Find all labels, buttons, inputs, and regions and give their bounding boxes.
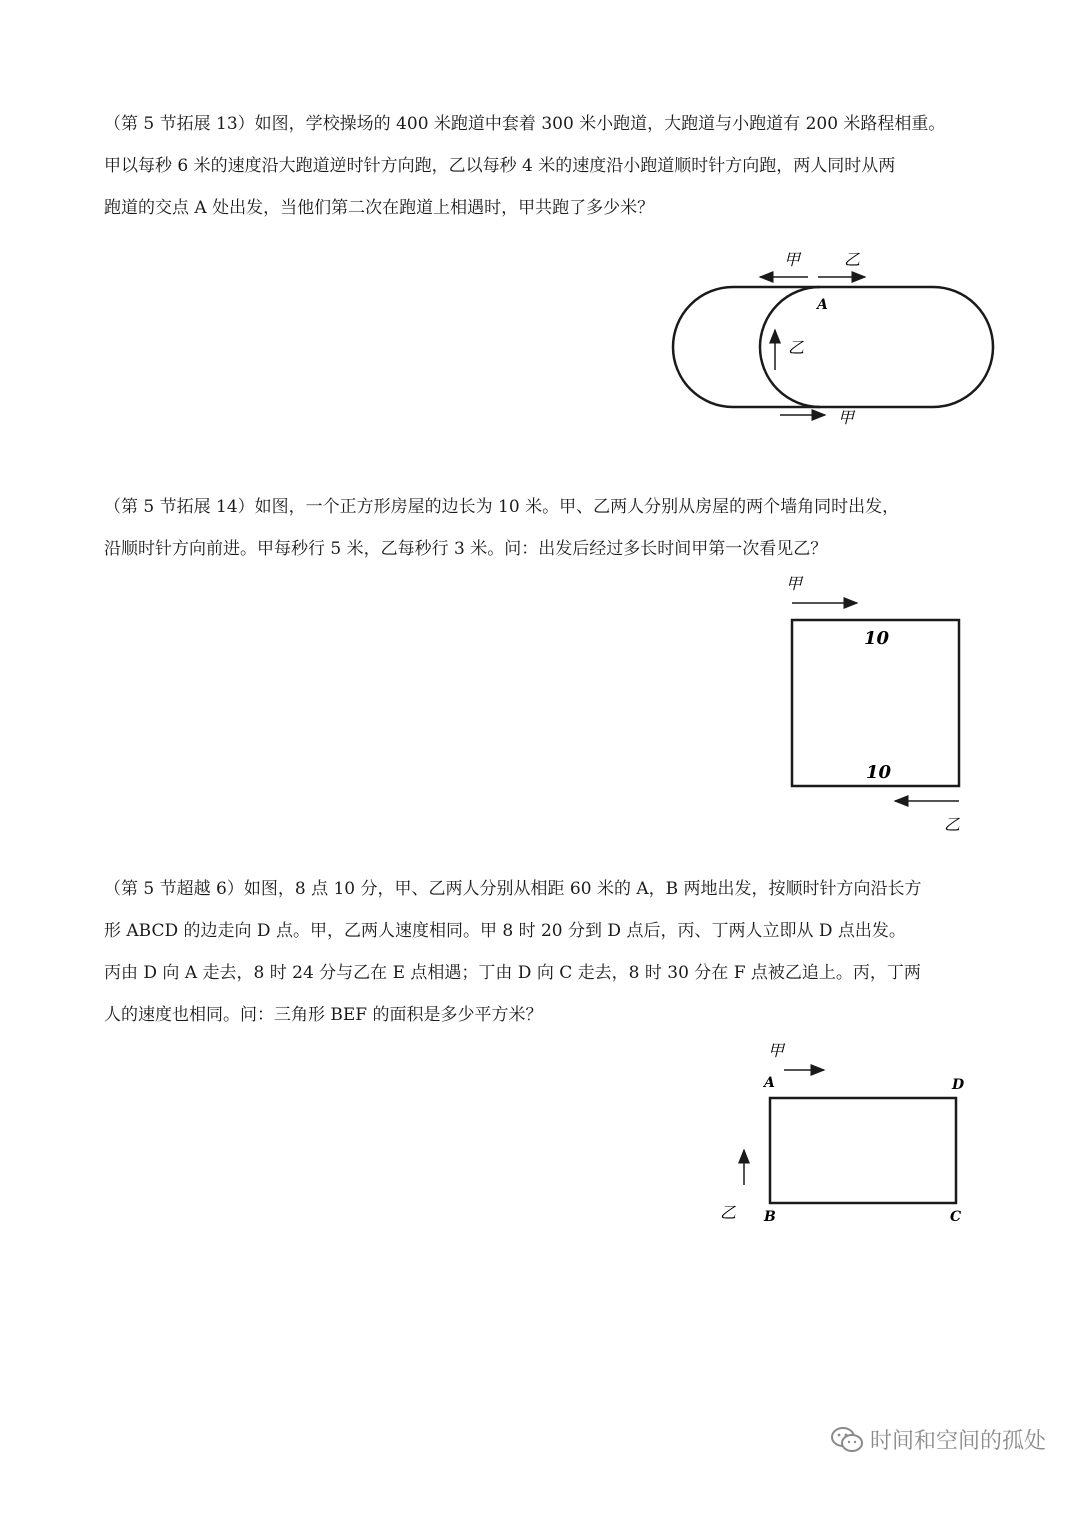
label-yi: 乙 — [720, 1203, 737, 1222]
problem-line: （第 5 节拓展 14）如图，一个正方形房屋的边长为 10 米。甲、乙两人分别从房屋的两个墙角同时出发， — [104, 497, 900, 517]
label-top-side: 10 — [864, 628, 890, 649]
label-A: A — [764, 1075, 775, 1091]
wechat-icon — [830, 1425, 864, 1455]
big-track — [673, 287, 993, 407]
problem-line: 人的速度也相同。问：三角形 BEF 的面积是多少平方米？ — [104, 1005, 543, 1025]
problem-line: 甲以每秒 6 米的速度沿大跑道逆时针方向跑，乙以每秒 4 米的速度沿小跑道顺时针方向跑，两人同时从两 — [104, 156, 896, 176]
label-jia: 甲 — [768, 1041, 785, 1060]
label-bottom-side: 10 — [866, 762, 892, 783]
figure-square-house — [770, 565, 990, 845]
label-jia-bottom: 甲 — [838, 408, 855, 427]
label-D: D — [952, 1077, 965, 1093]
problem-line: 沿顺时针方向前进。甲每秒行 5 米，乙每秒行 3 米。问：出发后经过多长时间甲第一次看见乙？ — [104, 539, 828, 559]
problem-2-text — [104, 486, 984, 570]
label-C: C — [950, 1209, 962, 1225]
label-A: A — [817, 297, 828, 313]
watermark — [830, 1424, 1046, 1455]
problem-3-text — [104, 868, 984, 1036]
problem-line: （第 5 节超越 6）如图，8 点 10 分，甲、乙两人分别从相距 60 米的 A，B 两地出发，按顺时针方向沿长方 — [104, 879, 922, 899]
label-yi: 乙 — [944, 815, 961, 834]
watermark-text: 时间和空间的孤处 — [869, 1429, 1046, 1454]
label-B: B — [764, 1209, 776, 1225]
problem-line: 跑道的交点 A 处出发，当他们第二次在跑道上相遇时，甲共跑了多少米？ — [104, 198, 655, 218]
figure-running-tracks — [660, 240, 1010, 440]
problem-line: （第 5 节拓展 13）如图，学校操场的 400 米跑道中套着 300 米小跑道，大跑道与小跑道有 200 米路程相重。 — [104, 114, 946, 134]
figure-rectangle-abcd — [710, 1040, 980, 1230]
label-jia-top: 甲 — [784, 250, 801, 269]
problem-line: 丙由 D 向 A 走去，8 时 24 分与乙在 E 点相遇；丁由 D 向 C 走去，8 时 30 分在 F 点被乙追上。丙，丁两 — [104, 963, 921, 983]
problem-1-text — [104, 103, 984, 229]
problem-line: 形 ABCD 的边走向 D 点。甲，乙两人速度相同。甲 8 时 20 分到 D 点后，丙、丁两人立即从 D 点出发。 — [104, 921, 906, 941]
rectangle-abcd — [770, 1098, 956, 1203]
label-yi-top: 乙 — [844, 250, 861, 269]
label-jia: 甲 — [786, 574, 803, 593]
label-yi-left: 乙 — [788, 338, 805, 357]
